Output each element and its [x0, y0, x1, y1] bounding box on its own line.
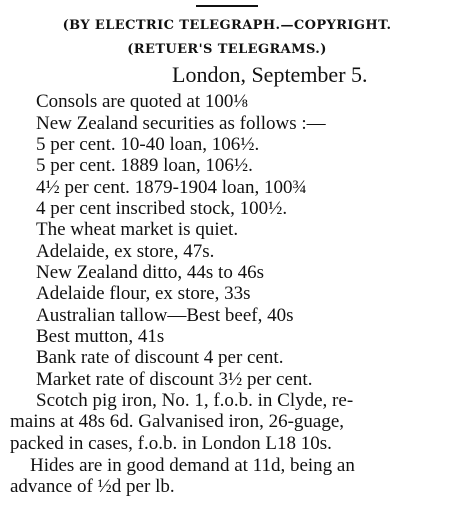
- text-line: Consols are quoted at 100⅛: [36, 91, 248, 112]
- text-line: Market rate of discount 3½ per cent.: [36, 369, 313, 390]
- text-line: Adelaide flour, ex store, 33s: [36, 283, 251, 304]
- top-rule: [196, 5, 258, 7]
- text-line: 5 per cent. 1889 loan, 106½.: [36, 155, 253, 176]
- text-line: Hides are in good demand at 11d, being an: [30, 455, 355, 476]
- text-line: packed in cases, f.o.b. in London L18 10s.: [10, 433, 332, 454]
- header-line-2: (RETUER'S TELEGRAMS.): [127, 42, 327, 57]
- text-line: New Zealand ditto, 44s to 46s: [36, 262, 264, 283]
- dateline: London, September 5.: [172, 62, 368, 87]
- text-line: 5 per cent. 10-40 loan, 106½.: [36, 134, 260, 155]
- text-line: The wheat market is quiet.: [36, 219, 239, 240]
- text-line: Australian tallow—Best beef, 40s: [36, 305, 294, 326]
- header-line-1: (BY ELECTRIC TELEGRAPH.—COPYRIGHT.: [62, 18, 392, 33]
- text-line: advance of ½d per lb.: [10, 476, 175, 497]
- text-line: Bank rate of discount 4 per cent.: [36, 347, 284, 368]
- text-line: 4 per cent inscribed stock, 100½.: [36, 198, 288, 219]
- text-line: mains at 48s 6d. Galvanised iron, 26-guage,: [10, 411, 345, 432]
- text-line: 4½ per cent. 1879-1904 loan, 100¾: [36, 177, 307, 198]
- text-line: Scotch pig iron, No. 1, f.o.b. in Clyde, re-: [36, 390, 354, 411]
- text-line: New Zealand securities as follows :—: [36, 113, 326, 134]
- text-line: Best mutton, 41s: [36, 326, 165, 347]
- text-line: Adelaide, ex store, 47s.: [36, 241, 215, 262]
